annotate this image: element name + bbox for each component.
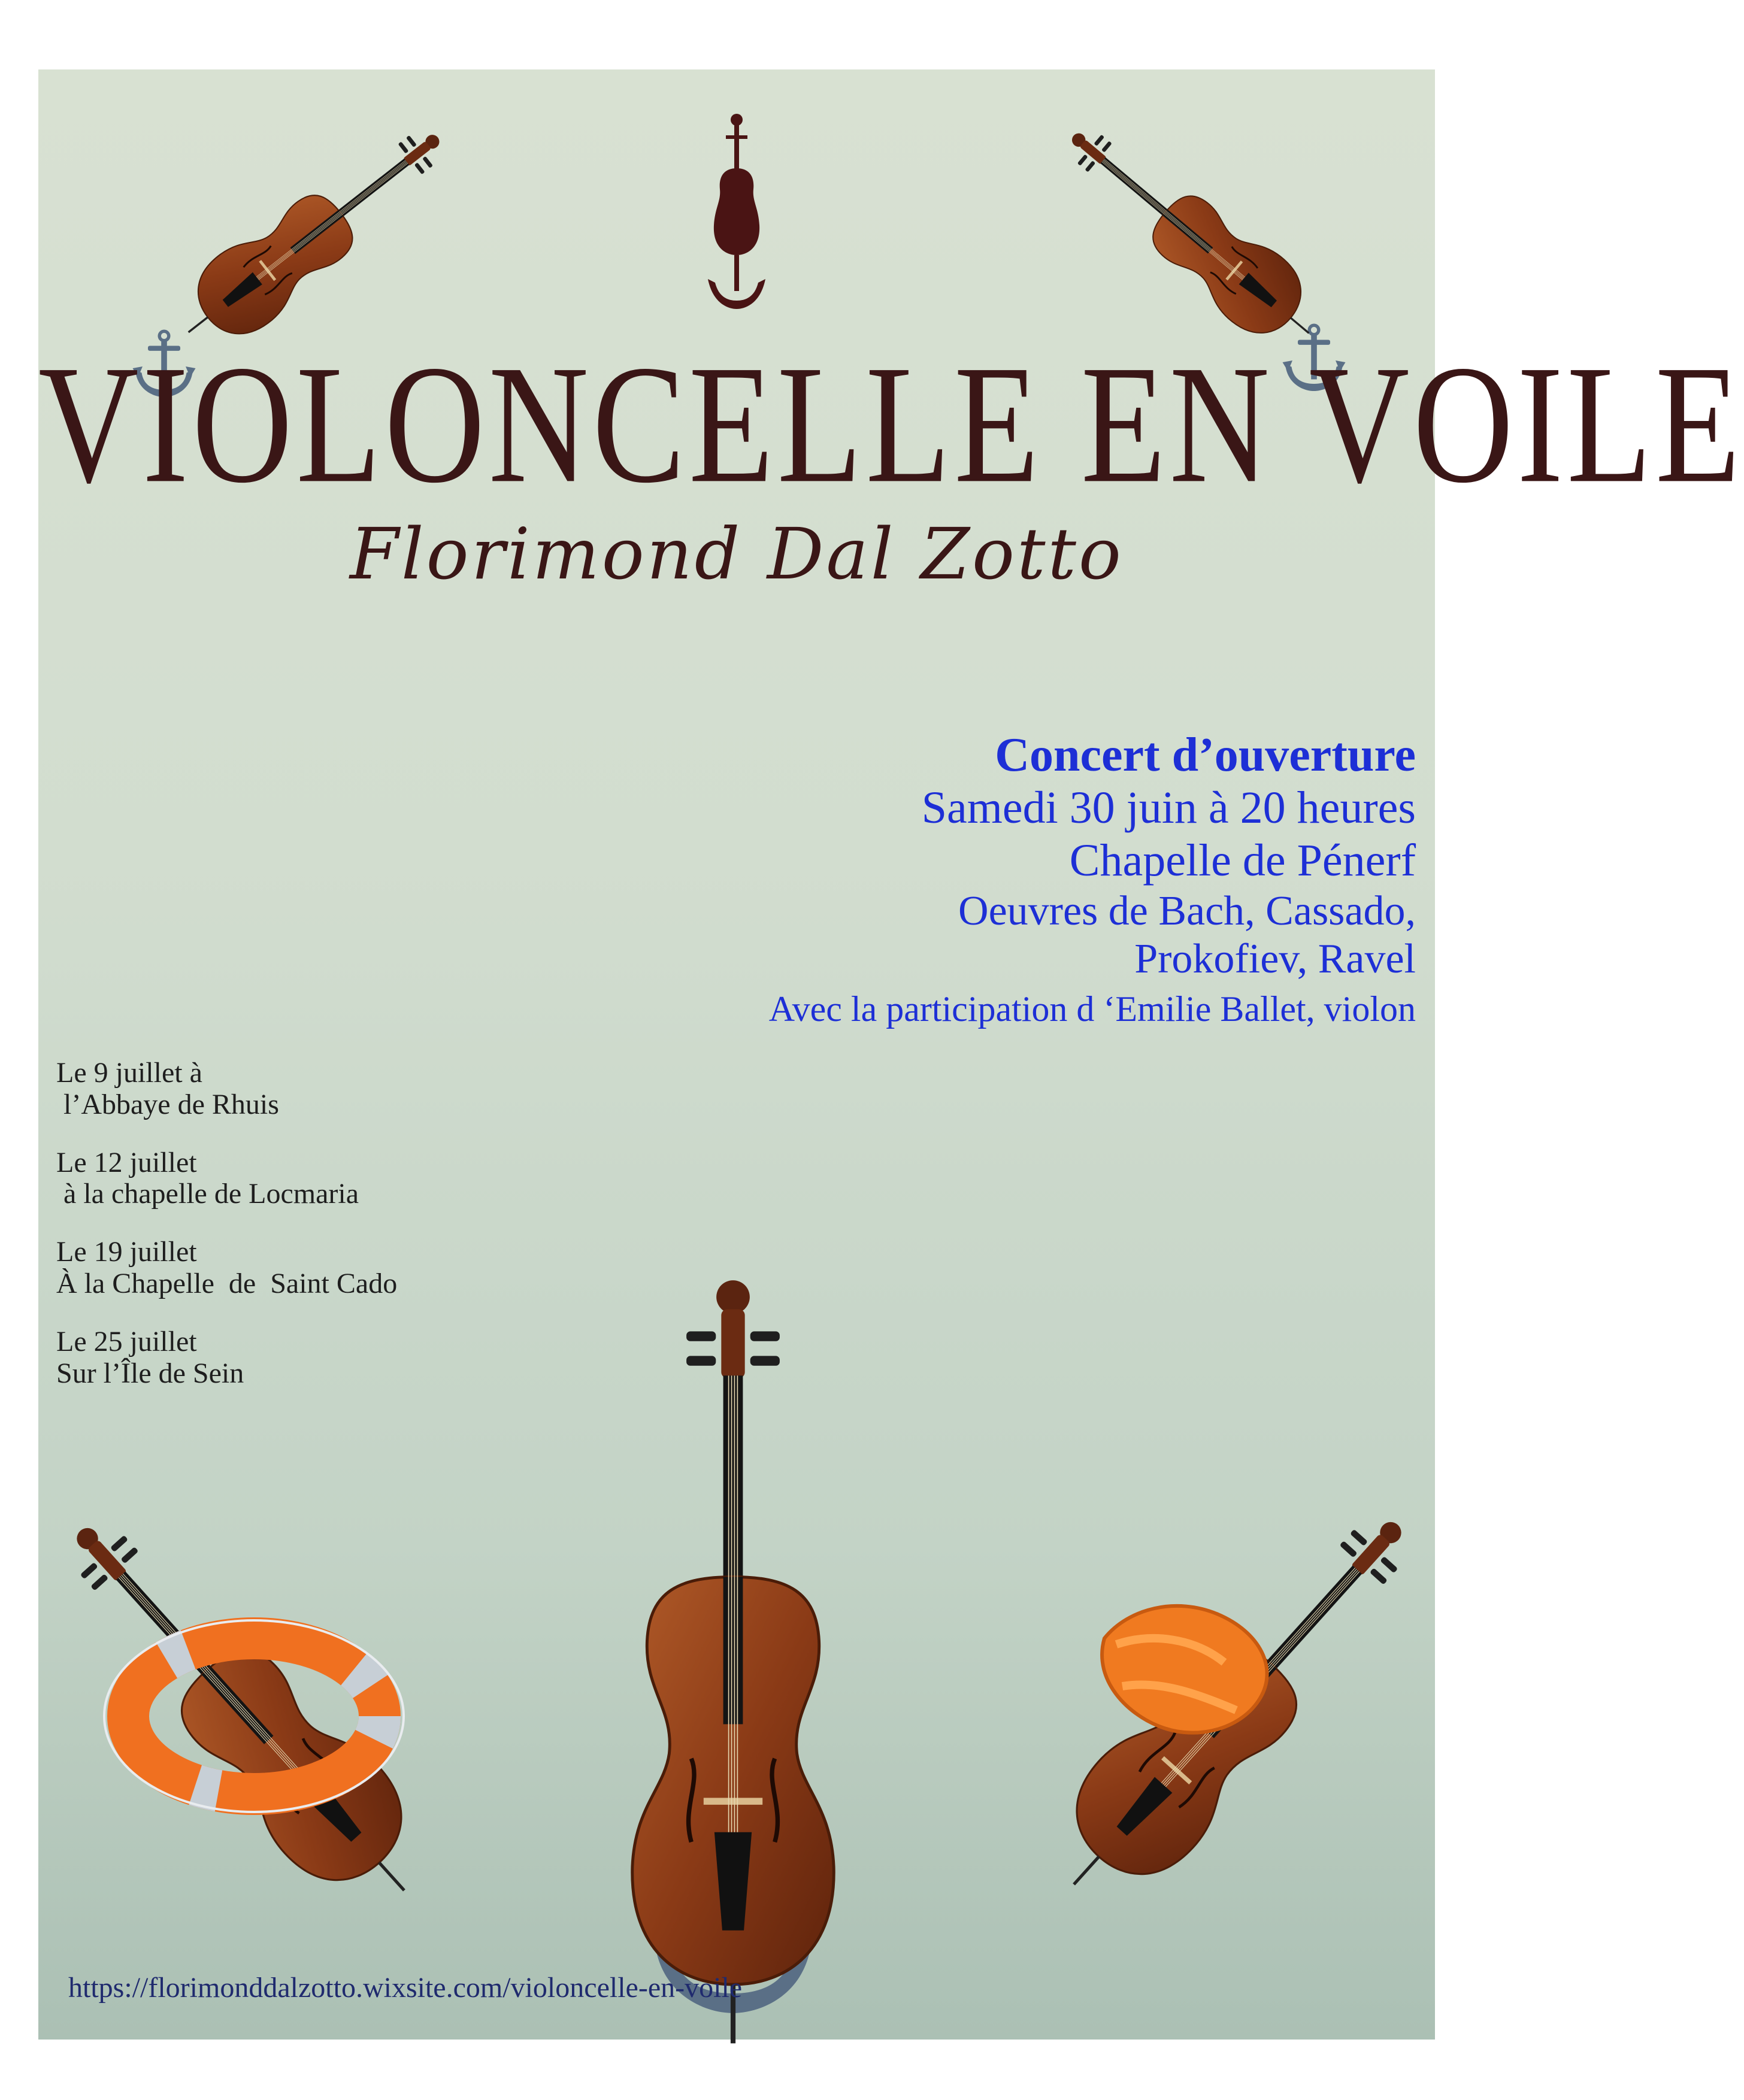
- tour-date-item: Le 19 juillet À la Chapelle de Saint Cado: [56, 1236, 398, 1299]
- opening-concert-block: [769, 731, 1416, 1027]
- website-url: https://florimonddalzotto.wixsite.com/violoncelle-en-voile: [68, 1972, 743, 2004]
- concert-works-line-2: Prokofiev, Ravel: [1134, 936, 1416, 982]
- poster-title: VIOLONCELLE EN VOILE: [38, 331, 1744, 519]
- poster-subtitle: Florimond Dal Zotto: [350, 513, 1124, 595]
- tour-date-item: Le 12 juillet à la chapelle de Locmaria: [56, 1146, 359, 1210]
- concert-venue: Chapelle de Pénerf: [1069, 835, 1416, 886]
- concert-works-line-1: Oeuvres de Bach, Cassado,: [958, 888, 1416, 934]
- poster: [38, 69, 1744, 2040]
- life-vest-icon: [1102, 1606, 1267, 1733]
- cello-icon: [565, 1159, 901, 2046]
- tour-date-item: Le 9 juillet à l’Abbaye de Rhuis: [56, 1057, 279, 1120]
- tour-dates-list: [56, 1057, 397, 1416]
- cello-icon: [62, 1447, 553, 1974]
- concert-date: Samedi 30 juin à 20 heures: [921, 783, 1416, 833]
- concert-heading: Concert d’ouverture: [995, 729, 1416, 781]
- cello-icon: [937, 1441, 1428, 1968]
- tour-date-item: Le 25 juillet Sur l’Île de Sein: [56, 1325, 244, 1389]
- concert-guest: Avec la participation d ‘Emilie Ballet, violon: [768, 989, 1416, 1029]
- cello-anchor-logo-icon: [701, 111, 773, 315]
